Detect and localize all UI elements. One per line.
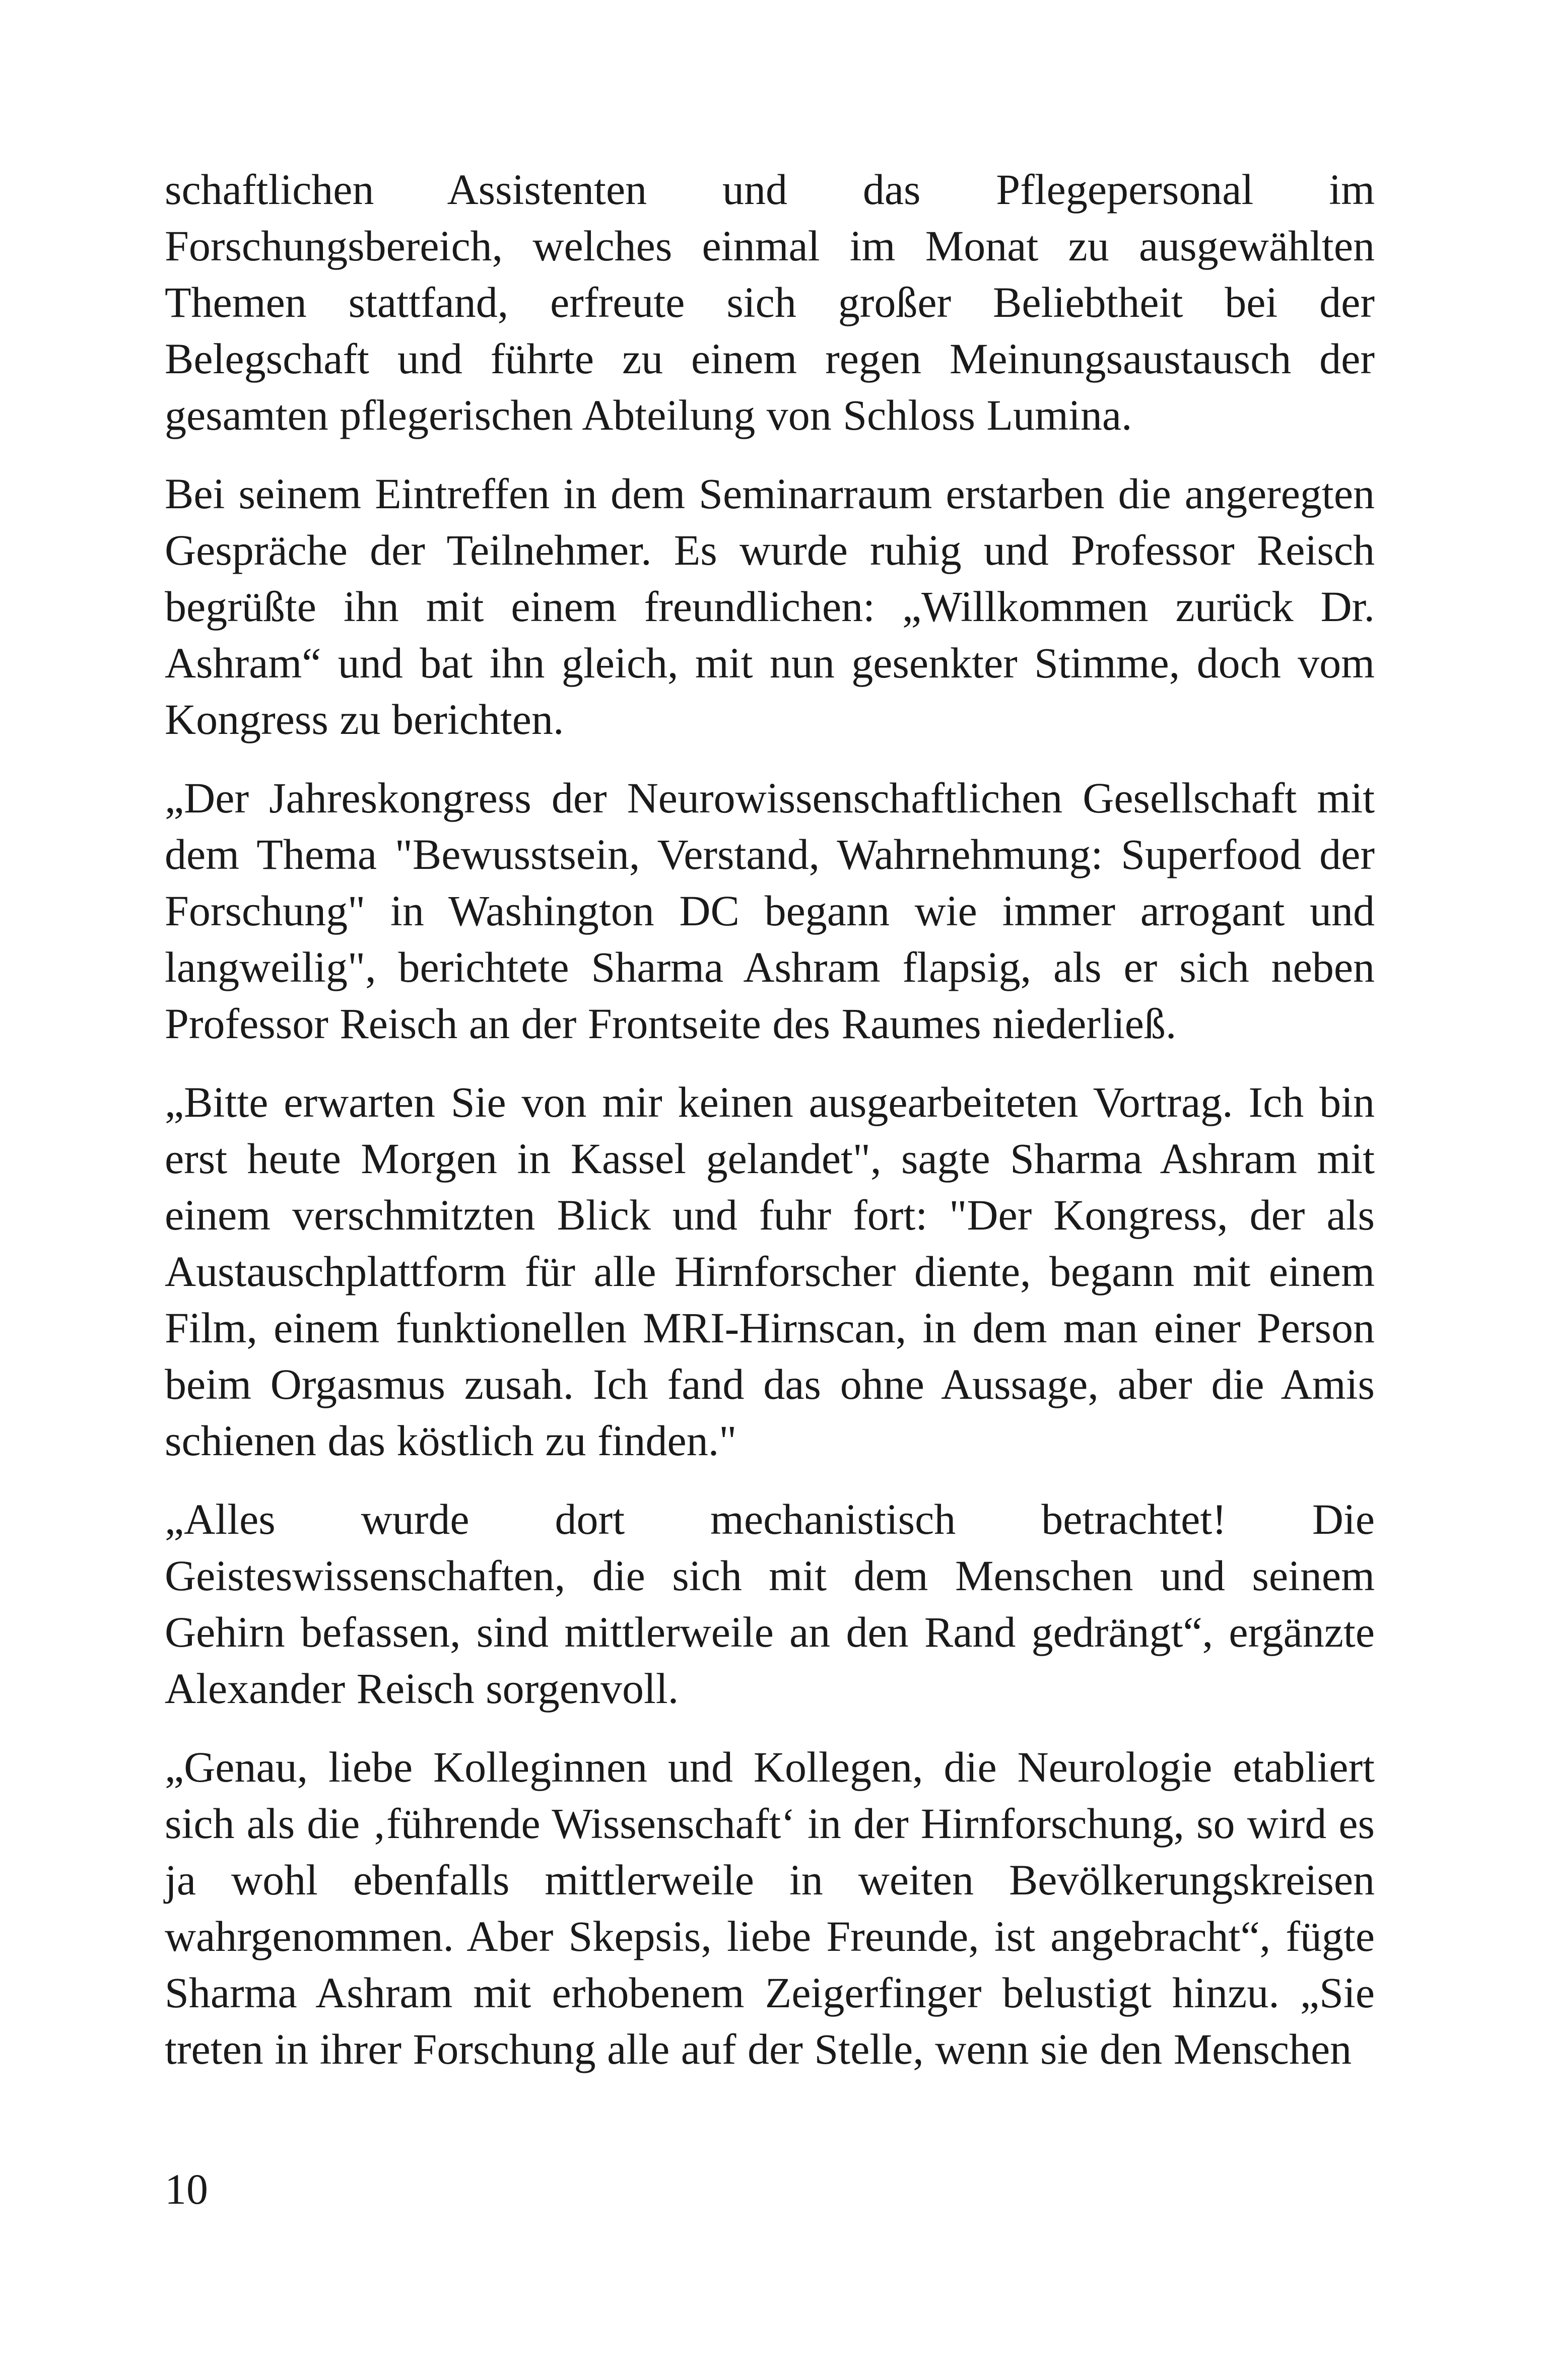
paragraph-3: „Der Jahreskongress der Neurowissenschaftlichen Gesellschaft mit dem Thema "Bewusstsein, Verstand, Wahrnehmung: Superfood der Forschung" in Washington DC begann wie immer arrogant und langweilig", berichtete Sharma Ashram flapsig, als er sich neben Professor Reisch an der Frontseite des Raumes niederließ. [165, 774, 1375, 1048]
page-number: 10 [165, 2165, 208, 2213]
paragraph-6: „Genau, liebe Kolleginnen und Kollegen, die Neurologie etabliert sich als die ‚führende Wissenschaft‘ in der Hirnforschung, so wird es ja wohl ebenfalls mittlerweile in weiten Bevölkerungskreisen wahrgenommen. Aber Skepsis, liebe Freunde, ist angebracht“, fügte Sharma Ashram mit erhobenem Zeigerfinger belustigt hinzu. „Sie treten in ihrer Forschung alle auf der Stelle, wenn sie den Menschen [165, 1743, 1375, 2073]
paragraph-5: „Alles wurde dort mechanistisch betrachtet! Die Geisteswissenschaften, die sich mit dem Menschen und seinem Gehirn befassen, sind mittlerweile an den Rand gedrängt“, ergänzte Alexander Reisch sorgenvoll. [165, 1495, 1375, 1713]
paragraph-1: schaftlichen Assistenten und das Pflegepersonal im Forschungsbereich, welches einmal im Monat zu ausgewählten Themen stattfand, erfreute sich großer Beliebtheit bei der Belegschaft und führte zu einem regen Meinungsaustausch der gesamten pflegerischen Abteilung von Schloss Lumina. [165, 165, 1375, 439]
body-text [165, 161, 1375, 2099]
paragraph-4: „Bitte erwarten Sie von mir keinen ausgearbeiteten Vortrag. Ich bin erst heute Morgen in Kassel gelandet", sagte Sharma Ashram mit einem verschmitzten Blick und fuhr fort: "Der Kongress, der als Austauschplattform für alle Hirnforscher diente, begann mit einem Film, einem funktionellen MRI-Hirnscan, in dem man einer Person beim Orgasmus zusah. Ich fand das ohne Aussage, aber die Amis schienen das köstlich zu finden." [165, 1078, 1375, 1465]
paragraph-2: Bei seinem Eintreffen in dem Seminarraum erstarben die angeregten Gespräche der Teilnehmer. Es wurde ruhig und Professor Reisch begrüßte ihn mit einem freundlichen: „Willkommen zurück Dr. Ashram“ und bat ihn gleich, mit nun gesenkter Stimme, doch vom Kongress zu berichten. [165, 469, 1375, 743]
